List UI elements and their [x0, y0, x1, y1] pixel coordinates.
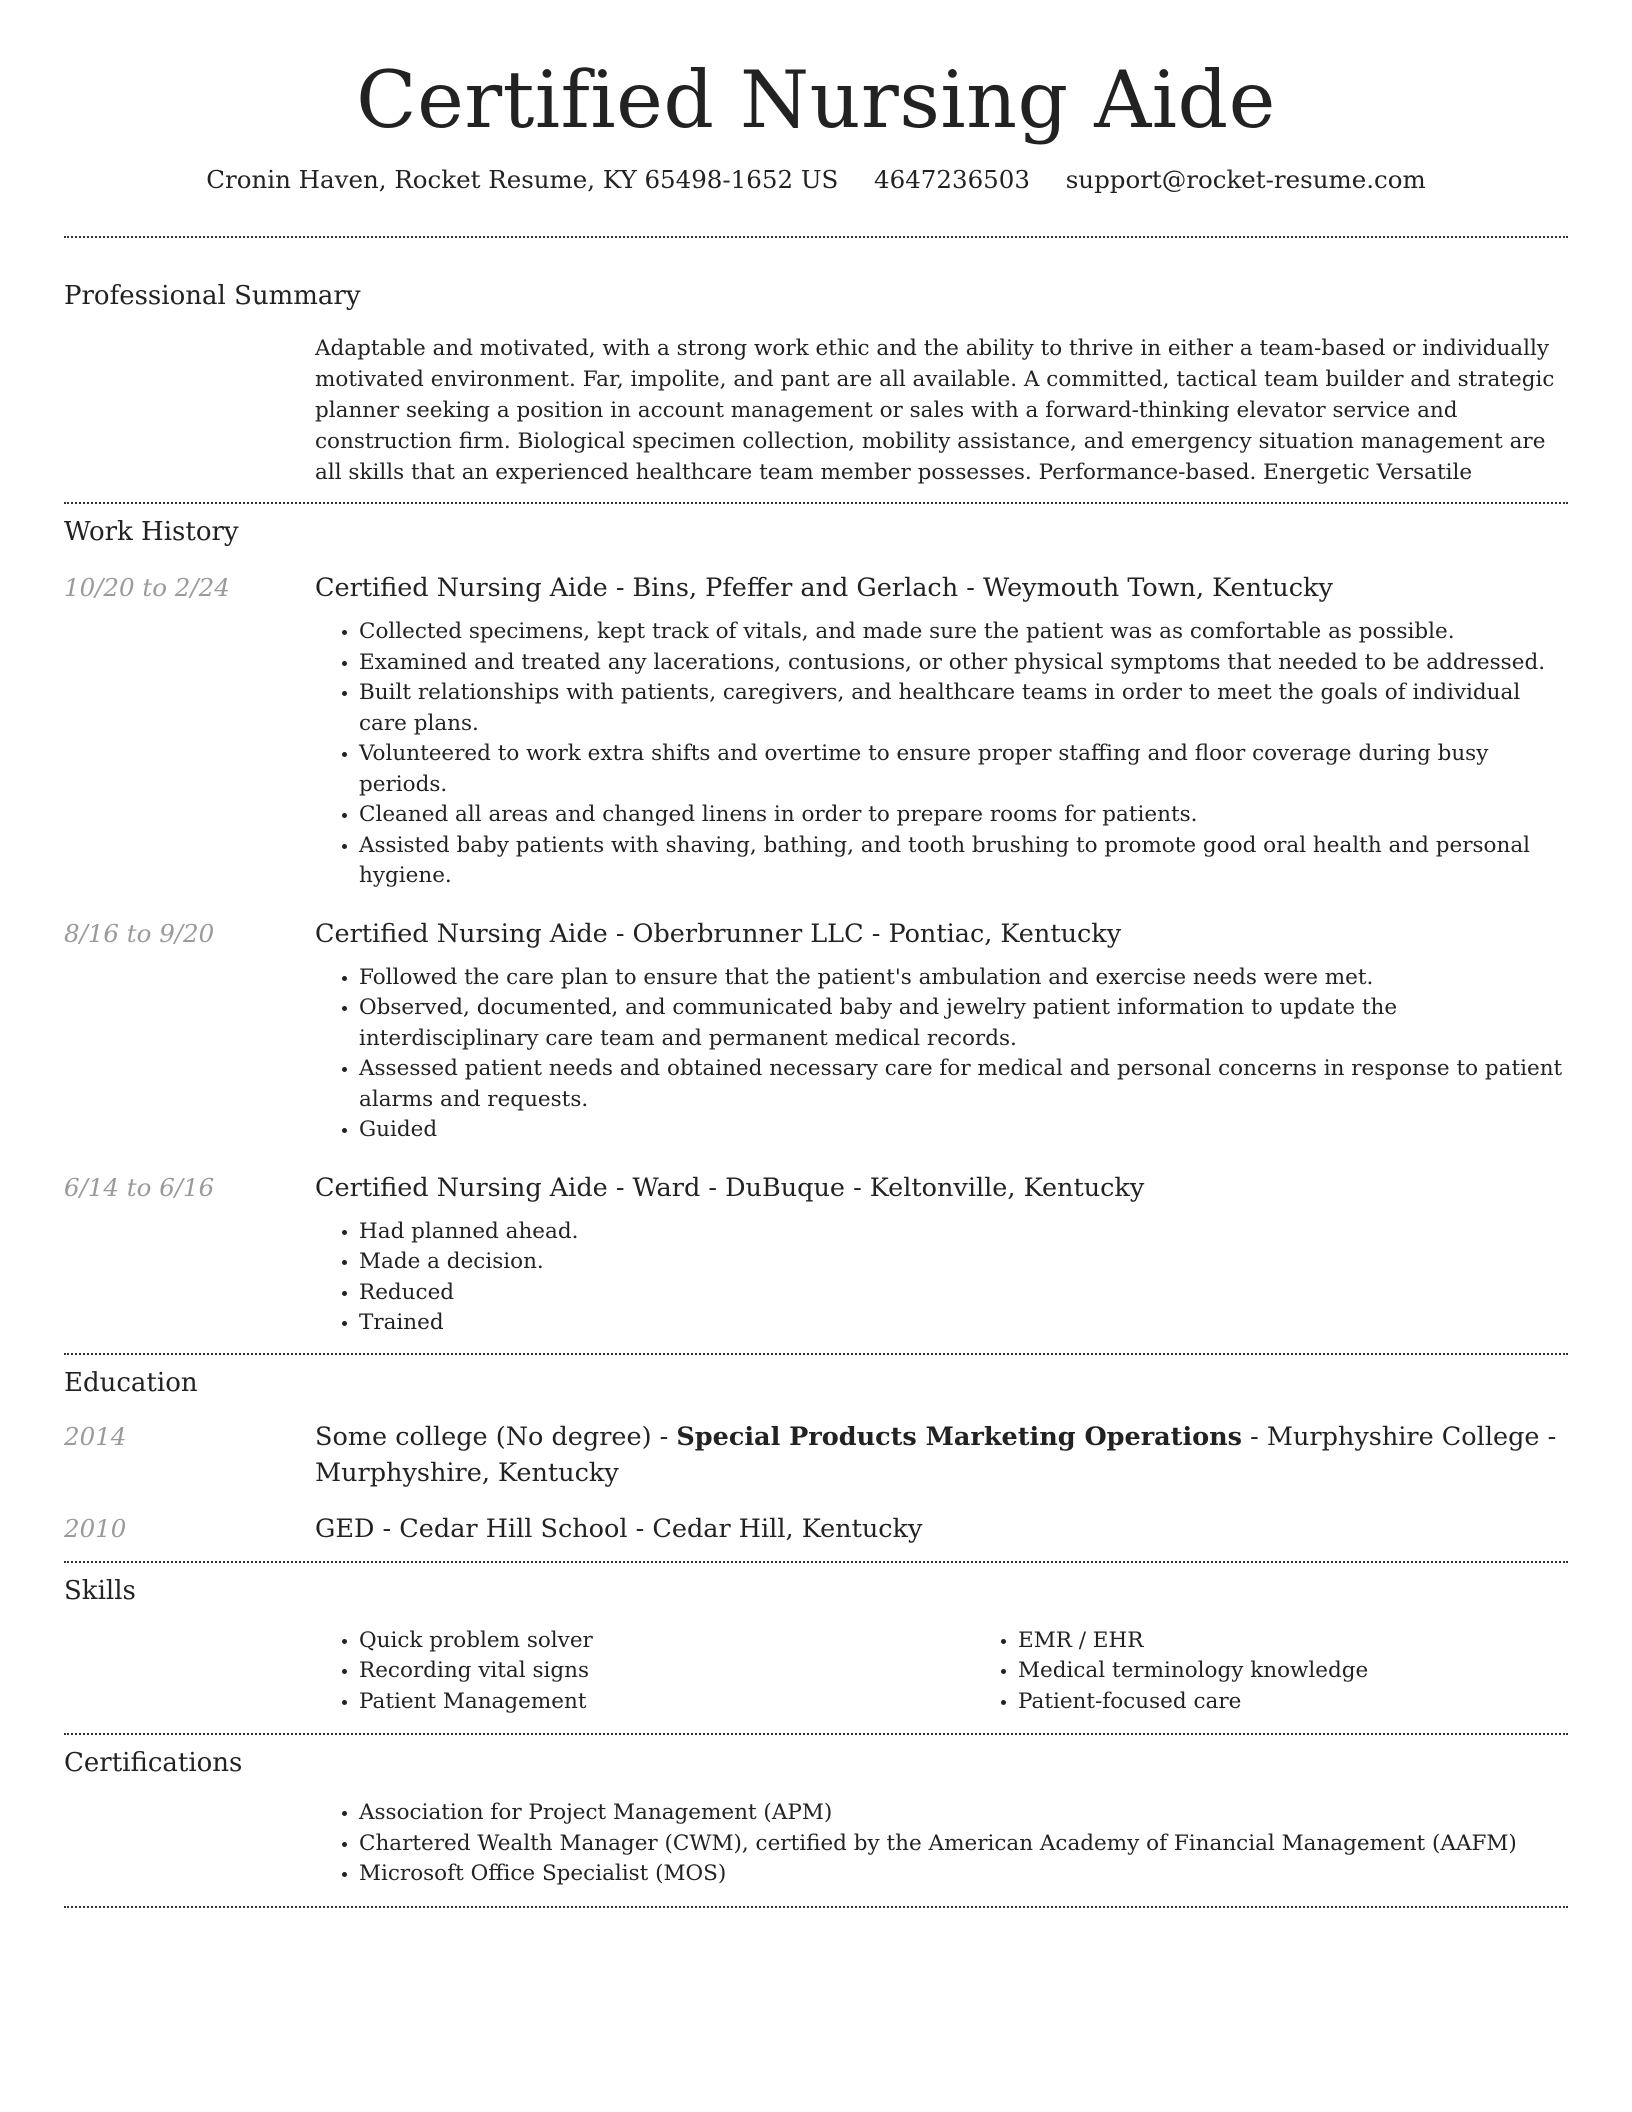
list-item: • Volunteered to work extra shifts and overtime to ensure proper staffing and floor coverage during busy periods. [359, 739, 1568, 800]
education-entry [64, 1419, 1568, 1491]
list-item: • Recording vital signs [359, 1656, 974, 1687]
list-item: • Collected specimens, kept track of vitals, and made sure the patient was as comfortable as possible. [359, 617, 1568, 648]
certifications-list [315, 1798, 1568, 1890]
list-item: • Patient-focused care [1018, 1687, 1632, 1718]
list-item: • Quick problem solver [359, 1626, 974, 1657]
contact-email: support@rocket-resume.com [1065, 165, 1426, 194]
education-school: Cedar Hill School - Cedar Hill, Kentucky [399, 1513, 923, 1544]
education-title: Education [64, 1367, 198, 1398]
job-entry [64, 570, 1568, 892]
list-item: • Reduced [359, 1278, 1568, 1309]
resume-name: Certified Nursing Aide [356, 54, 1276, 146]
skills-list [974, 1626, 1632, 1718]
education-degree: GED [315, 1513, 375, 1544]
job-entry [64, 916, 1568, 1146]
summary-text: Adaptable and motivated, with a strong work ethic and the ability to thrive in either a team-based or individually motivated environment. Far, impolite, and pant are all available. A committed, tactical team builder and strategic planner seeking a position in account management or sales with a forward-thinking elevator service and construction firm. Biological specimen collection, mobility assistance, and emergency situation management are all skills that an experienced healthcare team member possesses. Performance-based. Energetic Versatile [315, 336, 1555, 485]
separator: - [651, 1421, 677, 1452]
contact-line [64, 162, 1568, 198]
skills-columns [315, 1626, 1632, 1718]
list-item: • Cleaned all areas and changed linens in order to prepare rooms for patients. [359, 800, 1568, 831]
job-bullets [315, 617, 1568, 892]
education-heading [315, 1511, 1568, 1547]
education-degree: Some college (No degree) [315, 1421, 652, 1452]
summary-title: Professional Summary [64, 281, 361, 311]
list-item: • Built relationships with patients, caregivers, and healthcare teams in order to meet the goals of individual care plans. [359, 678, 1568, 739]
education-year: 2010 [64, 1513, 127, 1543]
skills-section [64, 1563, 1568, 1734]
job-entry [64, 1170, 1568, 1339]
divider [64, 1906, 1568, 1908]
list-item: • Trained [359, 1308, 1568, 1339]
list-item: • Guided [359, 1115, 1568, 1146]
work-section [64, 504, 1568, 1353]
certifications-spacer [64, 1798, 315, 1890]
list-item: • Association for Project Management (APM) [359, 1798, 1568, 1829]
list-item: • Patient Management [359, 1687, 974, 1718]
job-bullets [315, 963, 1568, 1146]
skills-spacer [64, 1626, 315, 1718]
contact-address: Cronin Haven, Rocket Resume, KY 65498-1652 US [206, 165, 839, 194]
education-school: - Murphyshire College - Murphyshire, Kentucky [315, 1421, 1557, 1488]
list-item: • Followed the care plan to ensure that the patient's ambulation and exercise needs were met. [359, 963, 1568, 994]
list-item: • Chartered Wealth Manager (CWM), certified by the American Academy of Financial Management (AAFM) [359, 1829, 1568, 1860]
job-dates: 10/20 to 2/24 [64, 573, 230, 602]
job-heading: Certified Nursing Aide - Oberbrunner LLC - Pontiac, Kentucky [315, 918, 1122, 949]
education-entry [64, 1511, 1568, 1547]
education-year: 2014 [64, 1421, 127, 1451]
separator: - [374, 1513, 400, 1544]
skills-title: Skills [64, 1575, 136, 1606]
list-item: • Medical terminology knowledge [1018, 1656, 1632, 1687]
skills-list [315, 1626, 974, 1718]
list-item: • Had planned ahead. [359, 1217, 1568, 1248]
list-item: • Made a decision. [359, 1247, 1568, 1278]
work-title: Work History [64, 517, 239, 547]
summary-section [64, 238, 1568, 502]
job-heading: Certified Nursing Aide - Bins, Pfeffer and Gerlach - Weymouth Town, Kentucky [315, 573, 1333, 603]
summary-spacer [64, 333, 315, 488]
education-heading [315, 1419, 1568, 1491]
list-item: • Microsoft Office Specialist (MOS) [359, 1859, 1568, 1890]
certifications-title: Certifications [64, 1748, 243, 1778]
education-section [64, 1355, 1568, 1561]
contact-phone: 4647236503 [874, 165, 1030, 194]
job-dates: 6/14 to 6/16 [64, 1172, 215, 1202]
job-dates: 8/16 to 9/20 [64, 918, 215, 948]
list-item: • Examined and treated any lacerations, contusions, or other physical symptoms that needed to be addressed. [359, 648, 1568, 679]
list-item: • Assisted baby patients with shaving, bathing, and tooth brushing to promote good oral health and personal hygiene. [359, 831, 1568, 892]
job-heading: Certified Nursing Aide - Ward - DuBuque - Keltonville, Kentucky [315, 1172, 1145, 1203]
education-field: Special Products Marketing Operations [676, 1421, 1243, 1452]
list-item: • Observed, documented, and communicated baby and jewelry patient information to update the interdisciplinary care team and permanent medical records. [359, 993, 1568, 1054]
certifications-section [64, 1735, 1568, 1906]
list-item: • Assessed patient needs and obtained necessary care for medical and personal concerns in response to patient alarms and requests. [359, 1054, 1568, 1115]
job-bullets [315, 1217, 1568, 1339]
list-item: • EMR / EHR [1018, 1626, 1632, 1657]
